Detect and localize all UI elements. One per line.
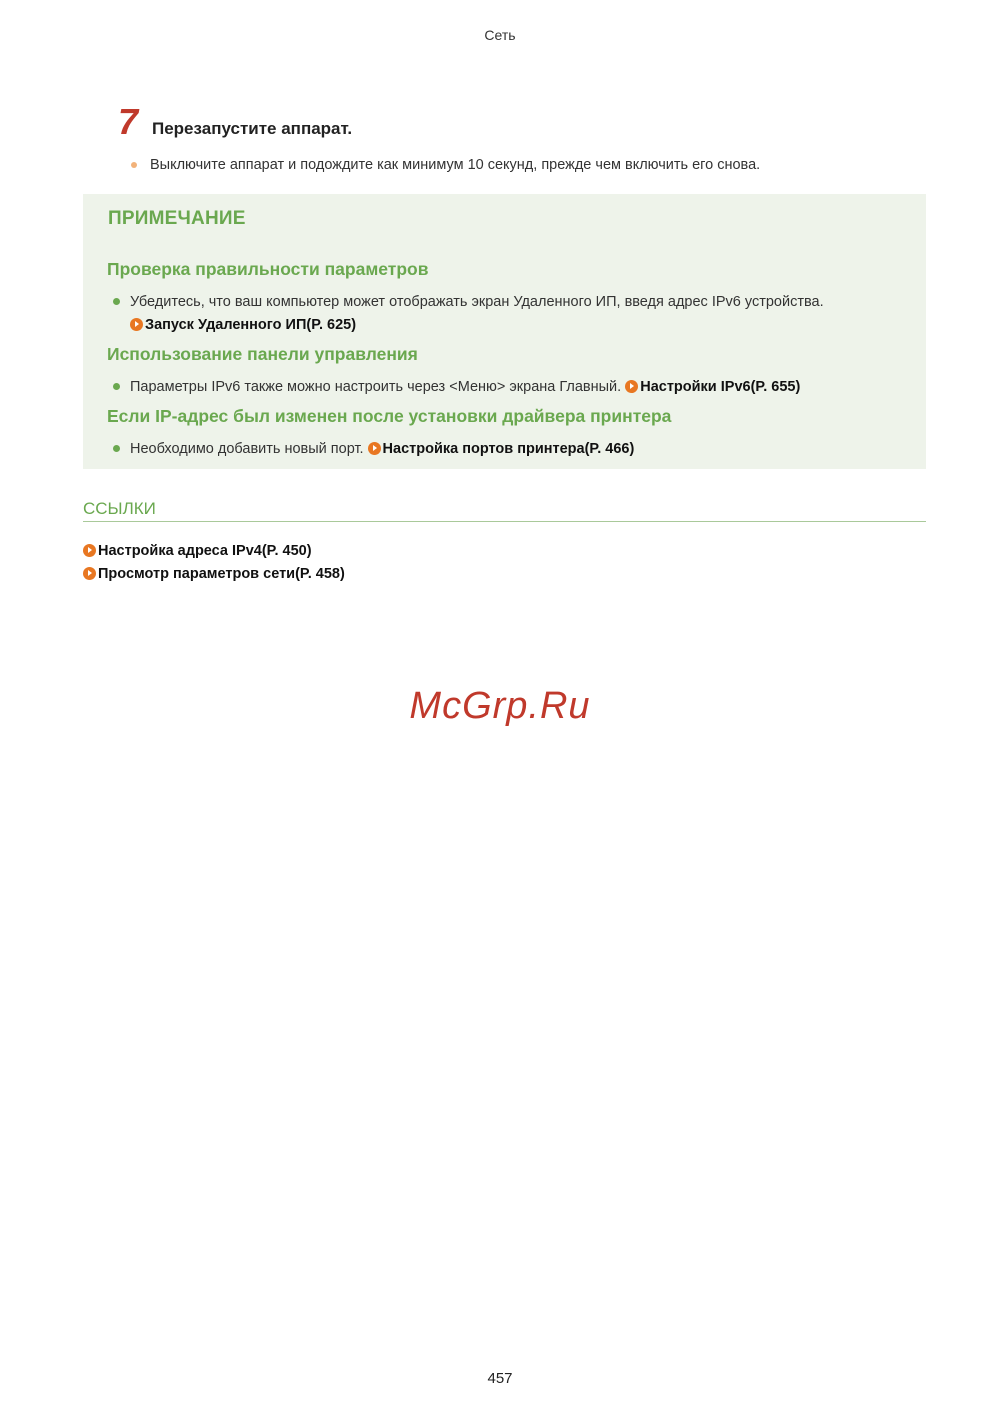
refs-divider — [83, 521, 926, 522]
note-text: Убедитесь, что ваш компьютер может отображать экран Удаленного ИП, введя адрес IPv6 устройства. — [130, 294, 824, 310]
link-ipv6-settings[interactable]: Настройки IPv6(P. 655) — [625, 379, 800, 395]
link-printer-ports[interactable]: Настройка портов принтера(P. 466) — [368, 441, 635, 457]
step-7 — [118, 101, 353, 142]
note-text: Необходимо добавить новый порт. — [130, 441, 364, 457]
note-heading-ip-changed: Если IP-адрес был изменен после установки драйвера принтера — [107, 406, 672, 426]
link-remote-ui[interactable]: Запуск Удаленного ИП(P. 625) — [130, 317, 356, 333]
note-box — [83, 194, 926, 469]
bullet-dot-icon — [113, 298, 120, 305]
link-arrow-icon — [368, 442, 381, 455]
note-heading-control-panel: Использование панели управления — [107, 344, 418, 364]
link-arrow-icon — [83, 567, 96, 580]
note-bullet-ip-changed — [113, 438, 634, 461]
bullet-dot-icon — [113, 445, 120, 452]
note-title: ПРИМЕЧАНИЕ — [108, 208, 246, 229]
step-bullet — [131, 157, 760, 173]
bullet-dot-icon — [131, 162, 137, 168]
note-bullet-control-panel — [113, 376, 800, 399]
step-title: Перезапустите аппарат. — [152, 119, 353, 138]
link-arrow-icon — [625, 380, 638, 393]
ref-link-network-params[interactable]: Просмотр параметров сети(P. 458) — [83, 566, 345, 582]
watermark: McGrp.Ru — [409, 685, 591, 727]
note-heading-check-params: Проверка правильности параметров — [107, 259, 429, 279]
ref-link-ipv4[interactable]: Настройка адреса IPv4(P. 450) — [83, 543, 312, 559]
step-number: 7 — [118, 101, 139, 142]
page-number: 457 — [487, 1370, 513, 1387]
running-header: Сеть — [484, 27, 516, 43]
step-bullet-text: Выключите аппарат и подождите как минимум 10 секунд, прежде чем включить его снова. — [150, 157, 761, 173]
link-arrow-icon — [83, 544, 96, 557]
bullet-dot-icon — [113, 383, 120, 390]
note-text: Параметры IPv6 также можно настроить через <Меню> экрана Главный. — [130, 379, 622, 395]
note-bullet-check-params — [113, 291, 824, 337]
refs-title: ССЫЛКИ — [83, 499, 156, 518]
link-arrow-icon — [130, 318, 143, 331]
